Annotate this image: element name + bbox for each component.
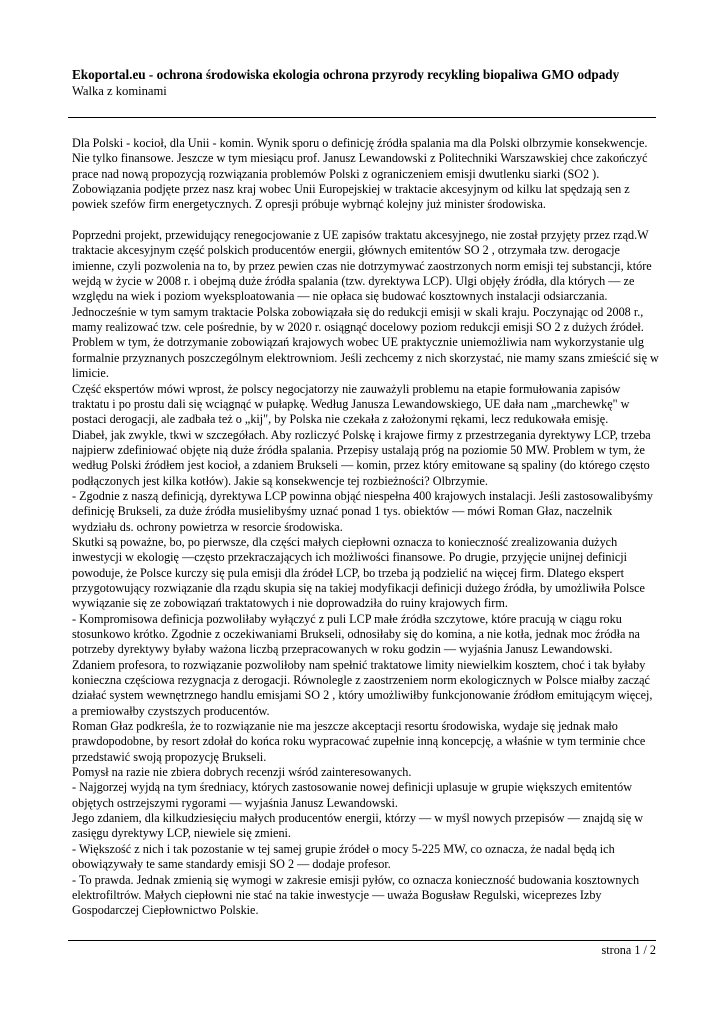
- article-line: - Kompromisowa definicja pozwoliłaby wyłączyć z puli LCP małe źródła szczytowe, które pracują w ciągu roku: [72, 611, 622, 626]
- article-body: [72, 136, 668, 919]
- article-line: stosunkowo krótko. Zgodnie z oczekiwaniami Brukseli, odnosiłaby się do komina, a nie kotła, jednak moc źródła na: [72, 627, 640, 641]
- article-line: prawdopodobne, by resort zdołał do końca roku wypracować zupełnie inną koncepcję, a właśnie w tym terminie chce: [72, 734, 646, 749]
- article-line: powiek szefów firm energetycznych. Z opresji próbuje wybrnąć kolejny już minister środowiska.: [72, 197, 546, 212]
- article-line: najpierw zdefiniować objęte nią duże źródła spalania. Przepisy ustalają próg na poziomie 50 MW. Problem w tym, że: [72, 442, 645, 457]
- article-line: wywiązanie się ze zobowiązań traktatowych i nie doprowadziła do ruiny krajowych firm.: [72, 596, 508, 611]
- article-line: Gospodarczej Ciepłownictwo Polskie.: [72, 903, 259, 918]
- article-line: Problem w tym, że dotrzymanie zobowiązań krajowych wobec UE praktycznie uniemożliwia nam wykorzystanie ulg: [72, 335, 644, 350]
- article-line: Zobowiązania podjęte przez nasz kraj wobec Unii Europejskiej w traktacie akcesyjnym od kilku lat spędzają sen z: [72, 182, 630, 197]
- article-line: a premiowałby czystszych producentów.: [72, 703, 270, 718]
- article-line: elektrofiltrów. Małych ciepłowni nie stać na takie inwestycje — uważa Bogusław Regulski, wiceprezes Izby: [72, 887, 602, 902]
- article-line: prace nad nową propozycją rozwiązania problemów Polski z ograniczeniem emisji dwutlenku siarki (SO2 ).: [72, 166, 600, 181]
- site-title: Ekoportal.eu - ochrona środowiska ekologia ochrona przyrody recykling biopaliwa GMO odpady: [72, 67, 620, 82]
- article-title: Walka z kominami: [72, 84, 167, 98]
- article-line: mamy realizować tzw. cele pośrednie, by w 2020 r. osiągnąć docelowy poziom redukcji emisji SO 2 z dużych źródeł.: [72, 320, 644, 335]
- page-number: strona 1 / 2: [601, 943, 656, 957]
- article-line: obowiązywały te same standardy emisji SO 2 — dodaje profesor.: [72, 857, 391, 872]
- article-line: Diabeł, jak zwykle, tkwi w szczegółach. Aby rozliczyć Polskę i krajowe firmy z przestrzegania dyrektywy LCP, trzeba: [72, 427, 651, 442]
- article-line: - Zgodnie z naszą definicją, dyrektywa LCP powinna objąć niespełna 400 krajowych instalacji. Jeśli zastosowalibyśmy: [72, 488, 654, 503]
- article-line: - Najgorzej wyjdą na tym średniacy, których zastosowanie nowej definicji uplasuje w grupie większych emitentów: [72, 780, 632, 795]
- article-line: Skutki są poważne, bo, po pierwsze, dla części małych ciepłowni oznacza to konieczność zrealizowania dużych: [72, 534, 618, 549]
- article-line: imienne, czyli pozwolenia na to, by przez pewien czas nie dotrzymywać zaostrzonych norm emisji tej substancji, które: [72, 258, 652, 273]
- article-line: traktatu i po prostu dali się wciągnąć w pułapkę. Według Janusza Lewandowskiego, UE dała nam „marchewkę" w: [72, 396, 630, 411]
- article-line: przedstawić swoją propozycję Brukseli.: [72, 749, 267, 764]
- article-line: według Polski źródłem jest kocioł, a zdaniem Brukseli — komin, przez który emitowane są spaliny (do którego często: [72, 458, 650, 473]
- article-line: Roman Głaz podkreśla, że to rozwiązanie nie ma jeszcze akceptacji resortu środowiska, wydaje się jednak mało: [72, 719, 618, 734]
- article-line: inwestycji w ekologię —często przekraczających ich możliwości finansowe. Po drugie, przyjęcie unijnej definicji: [72, 550, 628, 565]
- article-line: formalnie przyznanych poszczególnym elektrowniom. Jeśli zechcemy z nich skorzystać, nie mamy szans zmieścić się w: [72, 350, 659, 365]
- article-line: działać system wewnętrznego handlu emisjami SO 2 , który umożliwiłby funkcjonowanie źródłom emitującym więcej,: [72, 688, 653, 703]
- article-line: konieczna częściowa rezygnacja z derogacji. Równolegle z zaostrzeniem norm ekologicznych w Polsce miałby zacząć: [72, 673, 650, 688]
- article-line: wydziału ds. ochrony powietrza w resorcie środowiska.: [72, 519, 343, 534]
- article-line: traktacie akcesyjnym część polskich producentów energii, głównych emitentów SO 2 , otrzymała tzw. derogacje: [72, 243, 620, 258]
- article-line: wejdą w życie w 2008 r. i obejmą duże źródła spalania (tzw. dyrektywa LCP). Ulgi objęły źródła, dla których — ze: [72, 274, 635, 289]
- article-line: Jego zdaniem, dla kilkudziesięciu małych producentów energii, którzy — w myśl nowych przepisów — znajdą się w: [72, 811, 644, 826]
- header-divider: [68, 117, 656, 118]
- article-line: powoduje, że Polsce kurczy się pula emisji dla źródeł LCP, bo trzeba ją podzielić na więcej firm. Dlatego ekspert: [72, 565, 624, 580]
- article-line: Dla Polski - kocioł, dla Unii - komin. Wynik sporu o definicję źródła spalania ma dla Polski olbrzymie konsekwencje.: [72, 136, 648, 150]
- paragraph-gap: [72, 213, 668, 228]
- article-line: potrzeby dyrektywy byłaby ważona liczbą przepracowanych w roku godzin — wyjaśnia Janusz Lewandowski.: [72, 642, 613, 657]
- article-line: względu na wiek i poziom wyeksploatowania — nie opłaca się budować kosztownych instalacji odsiarczania.: [72, 289, 608, 304]
- article-line: Poprzedni projekt, przewidujący renegocjowanie z UE zapisów traktatu akcesyjnego, nie został przyjęty przez rząd.W: [72, 228, 649, 243]
- article-line: podłączonych jest kilka kotłów). Jakie są konsekwencje tej rozbieżności? Olbrzymie.: [72, 473, 488, 488]
- article-line: - Większość z nich i tak pozostanie w tej samej grupie źródeł o mocy 5-225 MW, co oznacza, że nadal będą ich: [72, 841, 615, 856]
- article-line: Nie tylko finansowe. Jeszcze w tym miesiącu prof. Janusz Lewandowski z Politechniki Warszawskiej chce zakończyć: [72, 151, 648, 166]
- article-line: postaci derogacji, ale zadbała też o „kij", by Polska nie czekała z założonymi rękami, lecz redukowała emisję.: [72, 412, 609, 427]
- footer-divider: [68, 940, 656, 941]
- article-line: limicie.: [72, 366, 109, 381]
- article-line: Pomysł na razie nie zbiera dobrych recenzji wśród zainteresowanych.: [72, 765, 412, 780]
- article-line: zasięgu dyrektywy LCP, niewiele się zmieni.: [72, 826, 291, 841]
- article-line: przygotowujący rozwiązanie dla rządu skupia się na takiej modyfikacji definicji dużego źródła, by umożliwiła Polsce: [72, 580, 645, 595]
- article-line: Jednocześnie w tym samym traktacie Polska zobowiązała się do redukcji emisji w skali kraju. Poczynając od 2008 r.,: [72, 304, 644, 319]
- article-line: definicję Brukseli, za duże źródła musielibyśmy uznać ponad 1 tys. obiektów — mówi Roman Głaz, naczelnik: [72, 504, 613, 519]
- article-line: Część ekspertów mówi wprost, że polscy negocjatorzy nie zauważyli problemu na etapie formułowania zapisów: [72, 381, 621, 396]
- article-line: Zdaniem profesora, to rozwiązanie pozwoliłoby nam spełnić traktatowe limity niewielkim kosztem, choć i tak byłaby: [72, 657, 646, 672]
- article-line: - To prawda. Jednak zmienią się wymogi w zakresie emisji pyłów, co oznacza konieczność budowania kosztownych: [72, 872, 640, 887]
- article-line: objętych ostrzejszymi rygorami — wyjaśnia Janusz Lewandowski.: [72, 795, 398, 810]
